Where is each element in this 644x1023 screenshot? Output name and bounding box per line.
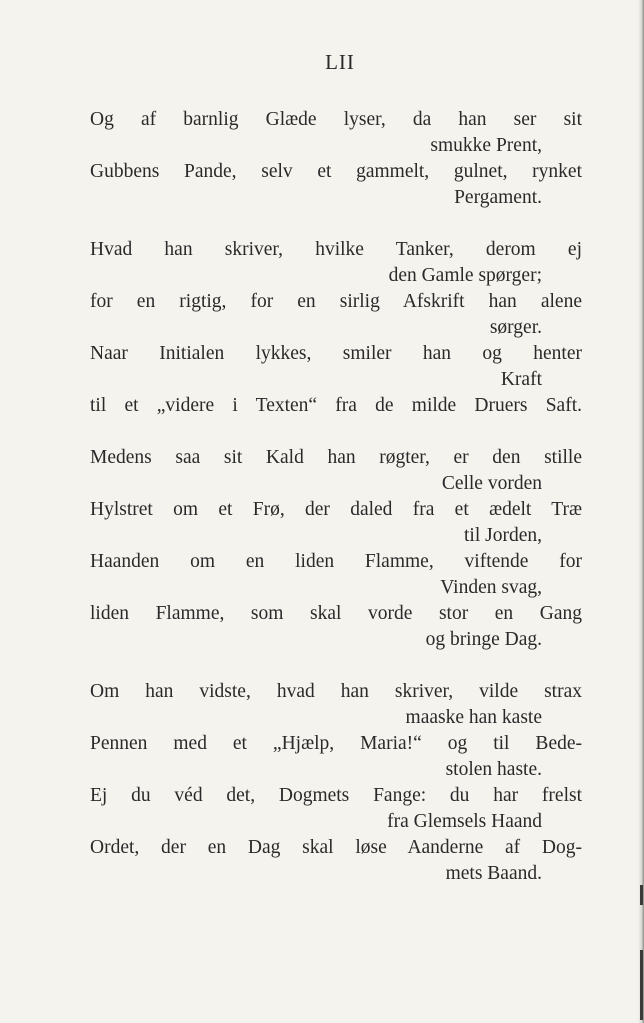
page-edge-mark xyxy=(640,950,643,1020)
poem-line: Om han vidste, hvad han skriver, vilde strax xyxy=(90,681,582,702)
poem-line: Hylstret om et Frø, der daled fra et ædelt Træ xyxy=(90,499,582,520)
poem-line: Hvad han skriver, hvilke Tanker, derom ej xyxy=(90,239,582,260)
poem-line-continuation: Pergament. xyxy=(454,187,542,208)
poem-line-continuation: smukke Prent, xyxy=(430,135,542,156)
poem xyxy=(90,107,582,913)
poem-line: for en rigtig, for en sirlig Afskrift han alene xyxy=(90,291,582,312)
poem-line: Ej du véd det, Dogmets Fange: du har frelst xyxy=(90,785,582,806)
poem-line: Og af barnlig Glæde lyser, da han ser sit xyxy=(90,109,582,130)
stanza xyxy=(90,679,582,887)
poem-line-continuation: fra Glemsels Haand xyxy=(387,811,542,832)
stanza xyxy=(90,107,582,211)
poem-line: til et „videre i Texten“ fra de milde Druers Saft. xyxy=(90,395,582,416)
poem-line-continuation: stolen haste. xyxy=(445,759,542,780)
poem-line-continuation: Kraft xyxy=(500,369,542,390)
poem-line: Pennen med et „Hjælp, Maria!“ og til Bede- xyxy=(90,733,582,754)
stanza xyxy=(90,237,582,419)
poem-line: Medens saa sit Kald han røgter, er den stille xyxy=(90,447,582,468)
poem-line: Naar Initialen lykkes, smiler han og henter xyxy=(90,343,582,364)
poem-line-continuation: Celle vorden xyxy=(441,473,542,494)
poem-line-continuation: maaske han kaste xyxy=(405,707,542,728)
poem-line: liden Flamme, som skal vorde stor en Gang xyxy=(90,603,582,624)
poem-line-continuation: den Gamle spørger; xyxy=(388,265,542,286)
page-number: LII xyxy=(325,50,355,74)
page-edge-mark xyxy=(640,885,643,905)
page-edge-shadow xyxy=(638,0,644,1023)
poem-line: Ordet, der en Dag skal løse Aanderne af Dog- xyxy=(90,837,582,858)
poem-line-continuation: sørger. xyxy=(489,317,542,338)
poem-line: Haanden om en liden Flamme, viftende for xyxy=(90,551,582,572)
poem-line-continuation: og bringe Dag. xyxy=(425,629,542,650)
poem-line-continuation: mets Baand. xyxy=(445,863,542,884)
poem-line-continuation: til Jorden, xyxy=(464,525,542,546)
poem-line-continuation: Vinden svag, xyxy=(440,577,542,598)
stanza xyxy=(90,445,582,653)
poem-line: Gubbens Pande, selv et gammelt, gulnet, rynket xyxy=(90,161,582,182)
